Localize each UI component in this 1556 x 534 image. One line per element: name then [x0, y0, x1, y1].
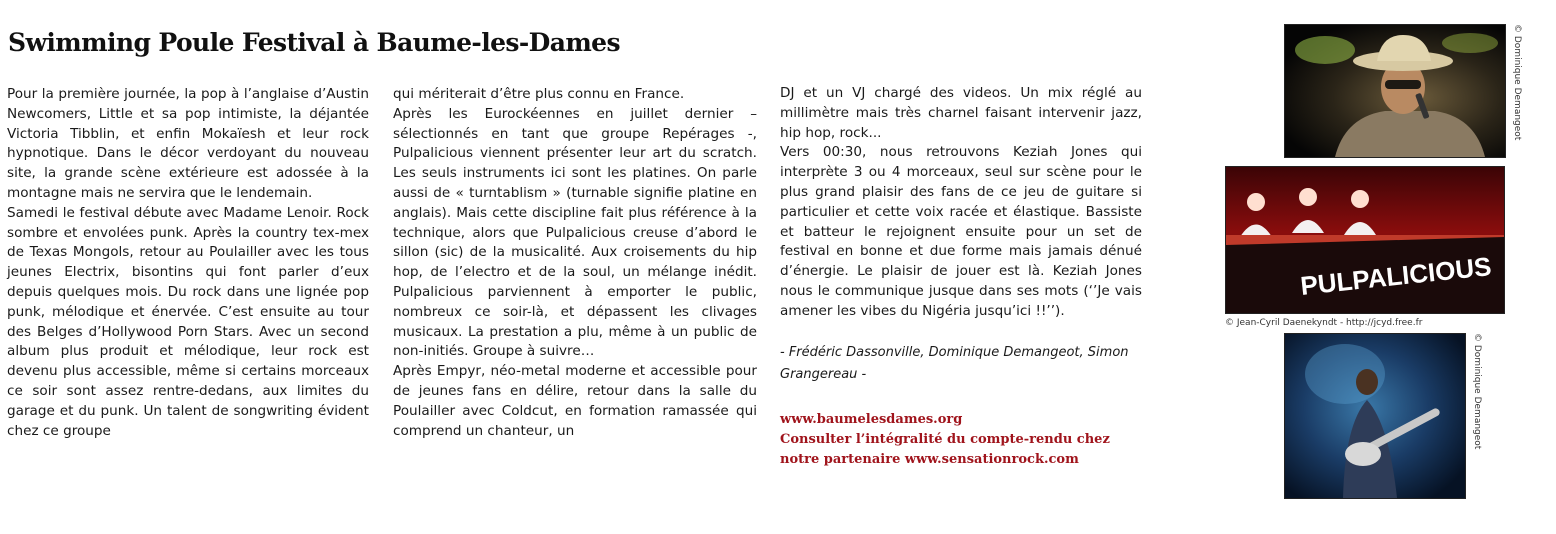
- author-credits: - Frédéric Dassonville, Dominique Demangeot, Simon Grangereau -: [780, 344, 1129, 382]
- paragraph: Samedi le festival débute avec Madame Lenoir. Rock sombre et envolées punk. Après la country tex-mex de Texas Mongols, retour au Poulailler avec les tous jeunes Electrix, bisontins qui font parler d’eux depuis quelques mois. Du rock dans une lignée pop punk, mélodique et énervée. C’est ensuite au tour des Belges d’Hollywood Porn Stars. Avec un second album plus produit et mélodique, leur rock est devenu plus accessible, même si certains morceaux ce soir sont assez rentre-dedans, aux limites du garage et du punk. Un talent de songwriting évident chez ce groupe: [7, 204, 369, 439]
- photo-credit-2: © Jean-Cyril Daenekyndt - http://jcyd.free.fr: [1225, 318, 1423, 328]
- photo-credit-3: © Dominique Demangeot: [1472, 333, 1482, 450]
- paragraph: DJ et un VJ chargé des videos. Un mix réglé au millimètre mais très charnel faisant intervenir jazz, hip hop, rock...: [780, 85, 1142, 141]
- partner-link[interactable]: Consulter l’intégralité du compte-rendu chez notre partenaire www.sensationrock.com: [780, 431, 1110, 467]
- photo-credit-1: © Dominique Demangeot: [1512, 24, 1522, 141]
- singer-illustration: [1285, 25, 1505, 157]
- column-1: [7, 85, 369, 441]
- paragraph: qui mériterait d’être plus connu en France.: [393, 86, 685, 102]
- photo-singer: [1284, 24, 1506, 158]
- guitarist-illustration: [1285, 334, 1465, 498]
- column-3: [780, 84, 1142, 470]
- paragraph: Après les Eurockéennes en juillet dernier – sélectionnés en tant que groupe Repérages -, Pulpalicious viennent présenter leur art du scratch. Les seuls instruments ici sont les platines. On parle aussi de « turntablism » (turnable signifie platine en anglais). Mais cette discipline fait plus référence à la technique, alors que Pulpalicious creuse d’abord le sillon (sic) de la musicalité. Aux croisements du hip hop, de l’electro et de la soul, un mélange inédit. Pulpalicious parviennent à emporter le public, nombreux ce soir-là, et dépassent les clivages musicaux. La prestation a plu, même à un public de non-initiés. Groupe à suivre…: [393, 105, 757, 360]
- paragraph: Pour la première journée, la pop à l’anglaise d’Austin Newcomers, Little et sa pop intimiste, la déjantée Victoria Tibblin, et enfin Mokaïesh et leur rock hypnotique. Dans le décor verdoyant du nouveau site, la grande scène extérieure est adossée à la montagne mais ne servira que le lendemain.: [7, 86, 369, 201]
- website-link[interactable]: www.baumelesdames.org: [780, 411, 963, 427]
- links-block: [780, 410, 1142, 470]
- paragraph: Après Empyr, néo-metal moderne et accessible pour de jeunes fans en délire, retour dans la salle du Poulailler avec Coldcut, en formation ramassée qui comprend un chanteur, un: [393, 363, 757, 439]
- photo-guitarist: [1284, 333, 1466, 499]
- stage-illustration: [1226, 167, 1504, 313]
- photo-pulpalicious: [1225, 166, 1505, 314]
- article-title: Swimming Poule Festival à Baume-les-Dames: [8, 28, 620, 57]
- paragraph: Vers 00:30, nous retrouvons Keziah Jones qui interprète 3 ou 4 morceaux, seul sur scène pour le plus grand plaisir des fans de ce jeu de guitare si particulier et cette voix racée et élastique. Bassiste et batteur le rejoignent ensuite pour un set de festival en bonne et due forme mais jamais dénué d’énergie. Le plaisir de jouer est là. Keziah Jones nous le communique jusque dans ses mots (‘’Je vais amener les vibes du Nigéria jusqu’ici !!’’).: [780, 144, 1142, 319]
- pulpalicious-sign: PULPALICIOUS: [1299, 251, 1493, 301]
- column-2: [393, 85, 757, 441]
